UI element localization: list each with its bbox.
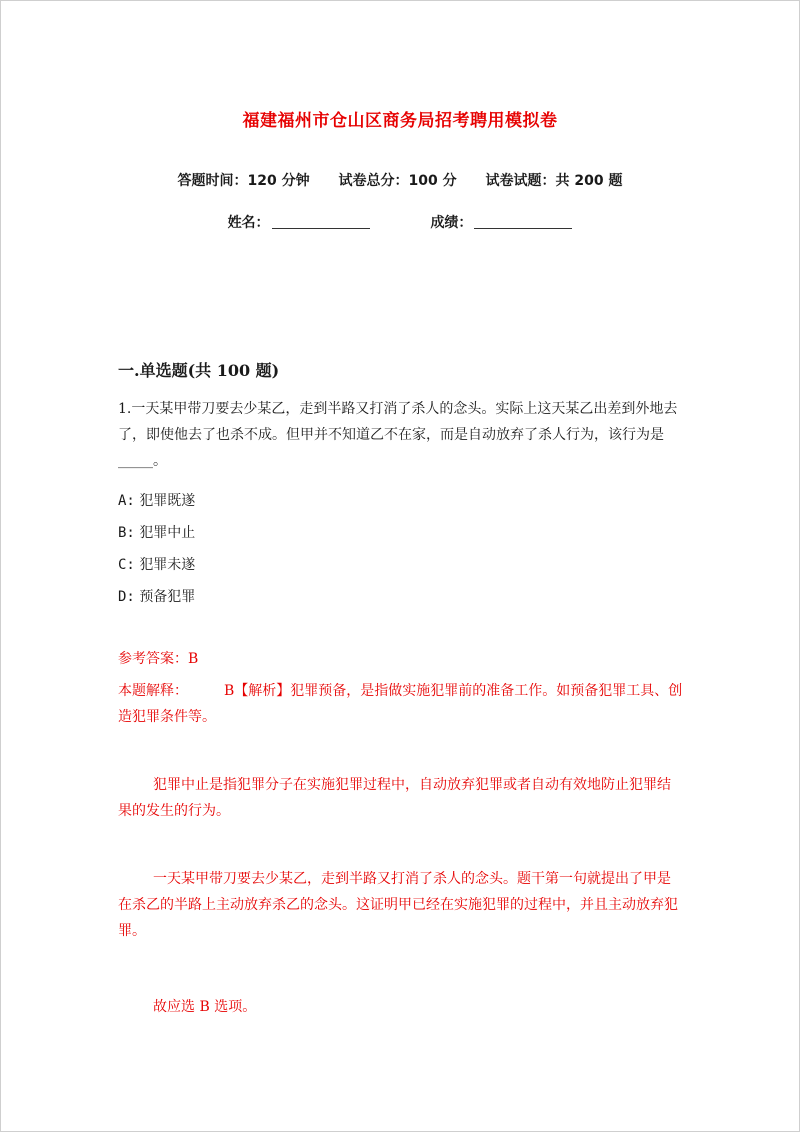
score-label: 成绩： xyxy=(430,215,473,231)
score-blank-line xyxy=(474,214,572,229)
name-field xyxy=(228,212,370,232)
option-b xyxy=(118,522,195,542)
name-blank-line xyxy=(272,214,370,229)
option-text: 犯罪未遂 xyxy=(139,557,196,573)
answer-label: 参考答案：B xyxy=(118,651,199,667)
option-key: A: xyxy=(118,493,135,509)
exam-meta xyxy=(0,170,800,190)
option-d xyxy=(118,586,195,606)
option-text: 犯罪既遂 xyxy=(139,493,196,509)
option-c xyxy=(118,554,195,574)
option-text: 预备犯罪 xyxy=(139,589,196,605)
section-title: 一.单选题(共 100 题) xyxy=(118,361,280,380)
exam-question-count: 试卷试题：共 200 题 xyxy=(485,173,623,189)
option-key: C: xyxy=(118,557,135,573)
exam-time: 答题时间：120 分钟 xyxy=(177,173,310,189)
explanation-paragraph-1 xyxy=(118,678,684,730)
explanation-paragraph-2: 犯罪中止是指犯罪分子在实施犯罪过程中，自动放弃犯罪或者自动有效地防止犯罪结果的发生的行为。 xyxy=(118,777,671,819)
name-label: 姓名： xyxy=(227,215,270,231)
document-title: 福建福州市仓山区商务局招考聘用模拟卷 xyxy=(242,111,558,131)
explanation-label: 本题解释： xyxy=(118,683,188,699)
option-key: D: xyxy=(118,589,135,605)
name-score-row xyxy=(0,212,800,232)
explanation-paragraph-4: 故应选 B 选项。 xyxy=(153,999,257,1015)
explanation-text: B【解析】犯罪预备，是指做实施犯罪前的准备工作。如预备犯罪工具、创造犯罪条件等。 xyxy=(118,683,683,725)
option-key: B: xyxy=(118,525,135,541)
option-text: 犯罪中止 xyxy=(139,525,196,541)
explanation-paragraph-3: 一天某甲带刀要去少某乙，走到半路又打消了杀人的念头。题干第一句就提出了甲是在杀乙的半路上主动放弃杀乙的念头。这证明甲已经在实施犯罪的过程中，并且主动放弃犯罪。 xyxy=(118,871,678,939)
score-field xyxy=(430,212,572,232)
exam-total-score: 试卷总分：100 分 xyxy=(338,173,457,189)
question-stem: 1.一天某甲带刀要去少某乙，走到半路又打消了杀人的念头。实际上这天某乙出差到外地去了，即使他去了也杀不成。但甲并不知道乙不在家，而是自动放弃了杀人行为，该行为是_____。 xyxy=(118,401,678,469)
option-a xyxy=(118,490,195,510)
